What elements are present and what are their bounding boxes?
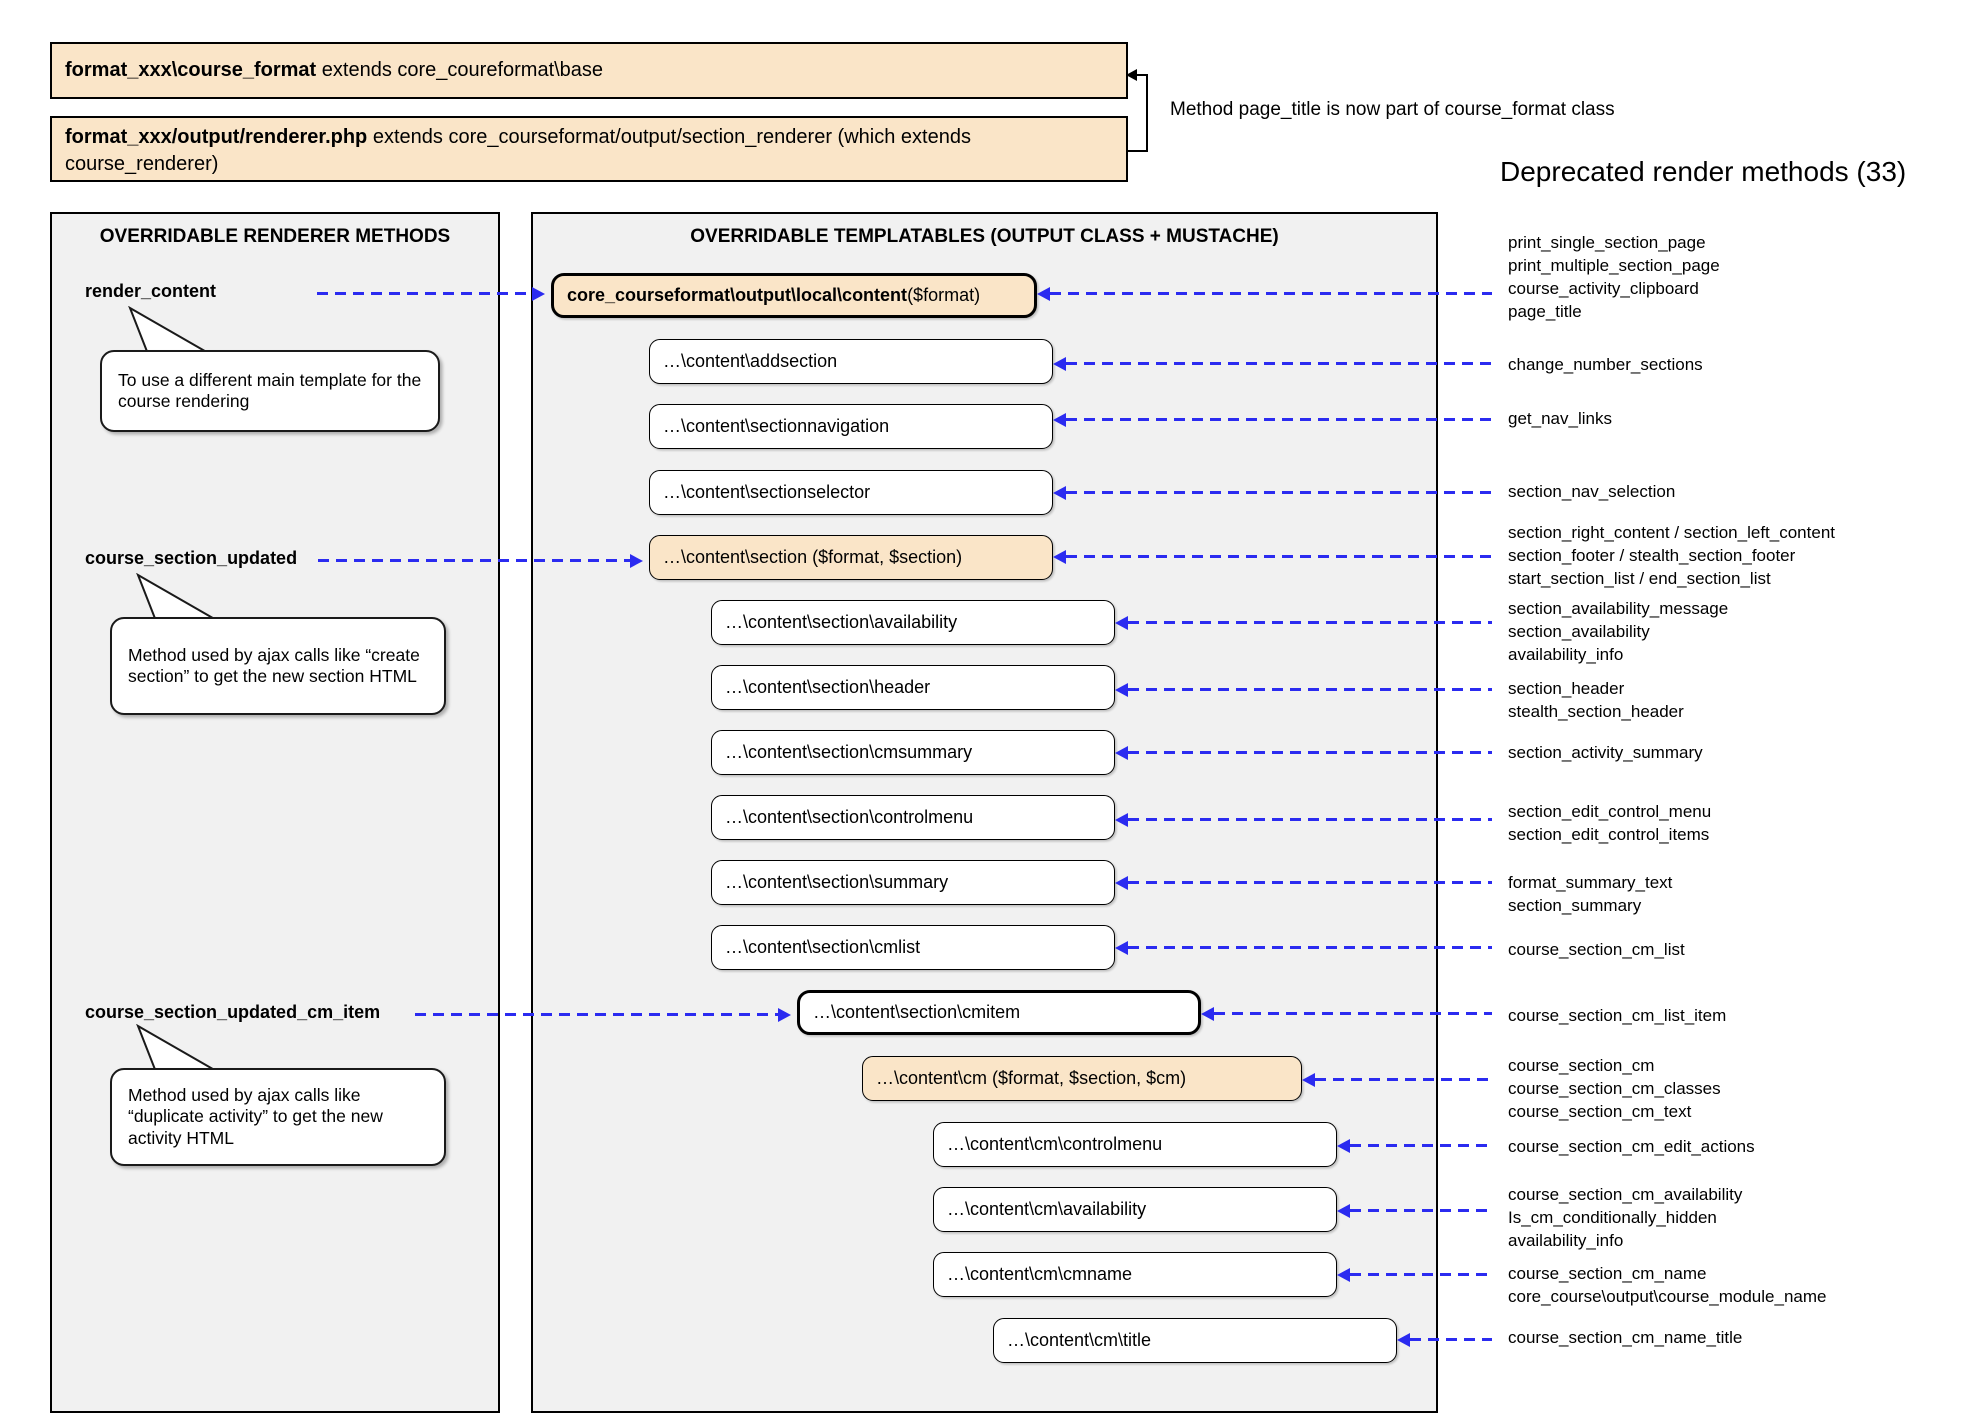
templatable-box-section-cmlist: …\content\section\cmlist <box>711 925 1115 970</box>
deprecated-methods-title: Deprecated render methods (33) <box>1500 156 1907 187</box>
dashed-arrow <box>1066 362 1492 365</box>
deprecated-method: section_nav_selection <box>1508 482 1676 501</box>
bracket-line <box>1146 74 1148 152</box>
deprecated-method: section_right_content / section_left_content <box>1508 523 1835 542</box>
deprecated-method-group <box>1508 871 1672 917</box>
templatable-box-cm-controlmenu: …\content\cm\controlmenu <box>933 1122 1337 1167</box>
bracket-arrowhead-icon <box>1126 69 1137 81</box>
deprecated-method: section_edit_control_items <box>1508 825 1710 844</box>
templatable-box-section-availability: …\content\section\availability <box>711 600 1115 645</box>
deprecated-method: print_multiple_section_page <box>1508 256 1720 275</box>
deprecated-method-group <box>1508 353 1703 376</box>
deprecated-method: section_footer / stealth_section_footer <box>1508 546 1796 565</box>
templatable-box-section-cmsummary: …\content\section\cmsummary <box>711 730 1115 775</box>
dashed-arrow <box>1128 881 1492 884</box>
deprecated-method: section_header <box>1508 679 1625 698</box>
templatable-box-cm-title: …\content\cm\title <box>993 1318 1397 1363</box>
deprecated-method-group <box>1508 677 1684 723</box>
deprecated-method-group <box>1508 1183 1742 1252</box>
method-label-course-section-updated: course_section_updated <box>85 548 298 568</box>
deprecated-method: section_activity_summary <box>1508 743 1703 762</box>
deprecated-method: course_section_cm_name <box>1508 1264 1707 1283</box>
dashed-arrow <box>1350 1209 1492 1212</box>
speech-bubble-course-section-updated-cm-item <box>110 1068 446 1166</box>
templatable-box-section-header: …\content\section\header <box>711 665 1115 710</box>
deprecated-method: Is_cm_conditionally_hidden <box>1508 1208 1717 1227</box>
templatable-box-sectionnavigation: …\content\sectionnavigation <box>649 404 1053 449</box>
deprecated-method: course_section_cm_classes <box>1508 1079 1721 1098</box>
dashed-arrow <box>1214 1012 1492 1015</box>
speech-bubble-course-section-updated <box>110 617 446 715</box>
deprecated-method: course_section_cm_list <box>1508 940 1685 959</box>
deprecated-method: core_course\output\course_module_name <box>1508 1287 1827 1306</box>
dashed-arrow <box>1350 1273 1492 1276</box>
deprecated-method: section_summary <box>1508 896 1642 915</box>
dashed-arrow <box>1315 1078 1492 1081</box>
dashed-arrow <box>1128 688 1492 691</box>
deprecated-method: section_edit_control_menu <box>1508 802 1712 821</box>
class-box-course-format-text: format_xxx\course_format extends core_coureformat\base <box>65 59 604 81</box>
bracket-line <box>1128 150 1148 152</box>
dashed-arrow <box>1066 491 1492 494</box>
deprecated-method: availability_info <box>1508 645 1624 664</box>
deprecated-method: get_nav_links <box>1508 409 1612 428</box>
templatable-box-section-controlmenu: …\content\section\controlmenu <box>711 795 1115 840</box>
templatable-box-section-cmitem: …\content\section\cmitem <box>797 990 1201 1035</box>
page-title-note: Method page_title is now part of course_format class <box>1170 99 1615 120</box>
templatable-box-section-summary: …\content\section\summary <box>711 860 1115 905</box>
dashed-arrow <box>1128 818 1492 821</box>
deprecated-method: page_title <box>1508 302 1582 321</box>
dashed-arrow <box>1066 555 1492 558</box>
method-label-render-content: render_content <box>85 281 217 301</box>
templatables-panel-title: OVERRIDABLE TEMPLATABLES (OUTPUT CLASS + MUSTACHE) <box>690 226 1279 247</box>
speech-bubble-tail <box>126 573 226 623</box>
dashed-arrow <box>415 1013 778 1016</box>
speech-bubble-tail <box>126 1024 226 1074</box>
speech-bubble-tail <box>118 306 218 356</box>
speech-bubble-text: Method used by ajax calls like “duplicate activity” to get the new activity HTML <box>128 1084 383 1148</box>
deprecated-method-group <box>1508 1326 1742 1349</box>
templatable-box-section: …\content\section ($format, $section) <box>649 535 1053 580</box>
dashed-arrow <box>1410 1338 1492 1341</box>
dashed-arrow <box>1128 946 1492 949</box>
dashed-arrow <box>1066 418 1492 421</box>
deprecated-method-group <box>1508 231 1720 323</box>
deprecated-method: section_availability <box>1508 622 1650 641</box>
deprecated-method: stealth_section_header <box>1508 702 1684 721</box>
deprecated-method: format_summary_text <box>1508 873 1673 892</box>
deprecated-method: course_activity_clipboard <box>1508 279 1699 298</box>
deprecated-method-group <box>1508 741 1703 764</box>
deprecated-method-group <box>1508 938 1685 961</box>
deprecated-method-group <box>1508 800 1711 846</box>
deprecated-method: course_section_cm_name_title <box>1508 1328 1743 1347</box>
dashed-arrow <box>1128 751 1492 754</box>
deprecated-method-group <box>1508 480 1675 503</box>
speech-bubble-render-content <box>100 350 440 432</box>
deprecated-method: course_section_cm_list_item <box>1508 1006 1727 1025</box>
templatable-box-cm-availability: …\content\cm\availability <box>933 1187 1337 1232</box>
deprecated-method: availability_info <box>1508 1231 1624 1250</box>
deprecated-method-group <box>1508 597 1728 666</box>
deprecated-method: course_section_cm_text <box>1508 1102 1692 1121</box>
speech-bubble-text: To use a different main template for the course rendering <box>118 369 422 411</box>
dashed-arrow <box>1050 292 1492 295</box>
deprecated-method: print_single_section_page <box>1508 233 1706 252</box>
deprecated-method-group <box>1508 1135 1755 1158</box>
class-box-course-format <box>50 42 1128 99</box>
deprecated-method: course_section_cm <box>1508 1056 1655 1075</box>
deprecated-method: change_number_sections <box>1508 355 1703 374</box>
dashed-arrow <box>317 292 532 295</box>
templatable-box-sectionselector: …\content\sectionselector <box>649 470 1053 515</box>
templatable-box-content: core_courseformat\output\local\content ($format) <box>551 273 1037 318</box>
dashed-arrow <box>1350 1144 1492 1147</box>
speech-bubble-text: Method used by ajax calls like “create section” to get the new section HTML <box>128 644 420 686</box>
renderer-methods-panel-title: OVERRIDABLE RENDERER METHODS <box>99 226 451 247</box>
deprecated-method-group <box>1508 1054 1721 1123</box>
deprecated-method: start_section_list / end_section_list <box>1508 569 1771 588</box>
deprecated-method-group <box>1508 521 1835 590</box>
deprecated-method-group <box>1508 1004 1726 1027</box>
deprecated-method-group <box>1508 1262 1826 1308</box>
class-box-renderer: format_xxx/output/renderer.php extends core_courseformat/output/section_renderer (which extends course_renderer) <box>50 116 1128 182</box>
deprecated-method-group <box>1508 407 1612 430</box>
dashed-arrow <box>318 559 630 562</box>
dashed-arrow <box>1128 621 1492 624</box>
deprecated-method: course_section_cm_availability <box>1508 1185 1743 1204</box>
deprecated-method: course_section_cm_edit_actions <box>1508 1137 1755 1156</box>
deprecated-method: section_availability_message <box>1508 599 1729 618</box>
templatable-box-cm-cmname: …\content\cm\cmname <box>933 1252 1337 1297</box>
method-label-course-section-updated-cm-item: course_section_updated_cm_item <box>85 1002 381 1022</box>
templatable-box-addsection: …\content\addsection <box>649 339 1053 384</box>
templatable-box-cm: …\content\cm ($format, $section, $cm) <box>862 1056 1302 1101</box>
